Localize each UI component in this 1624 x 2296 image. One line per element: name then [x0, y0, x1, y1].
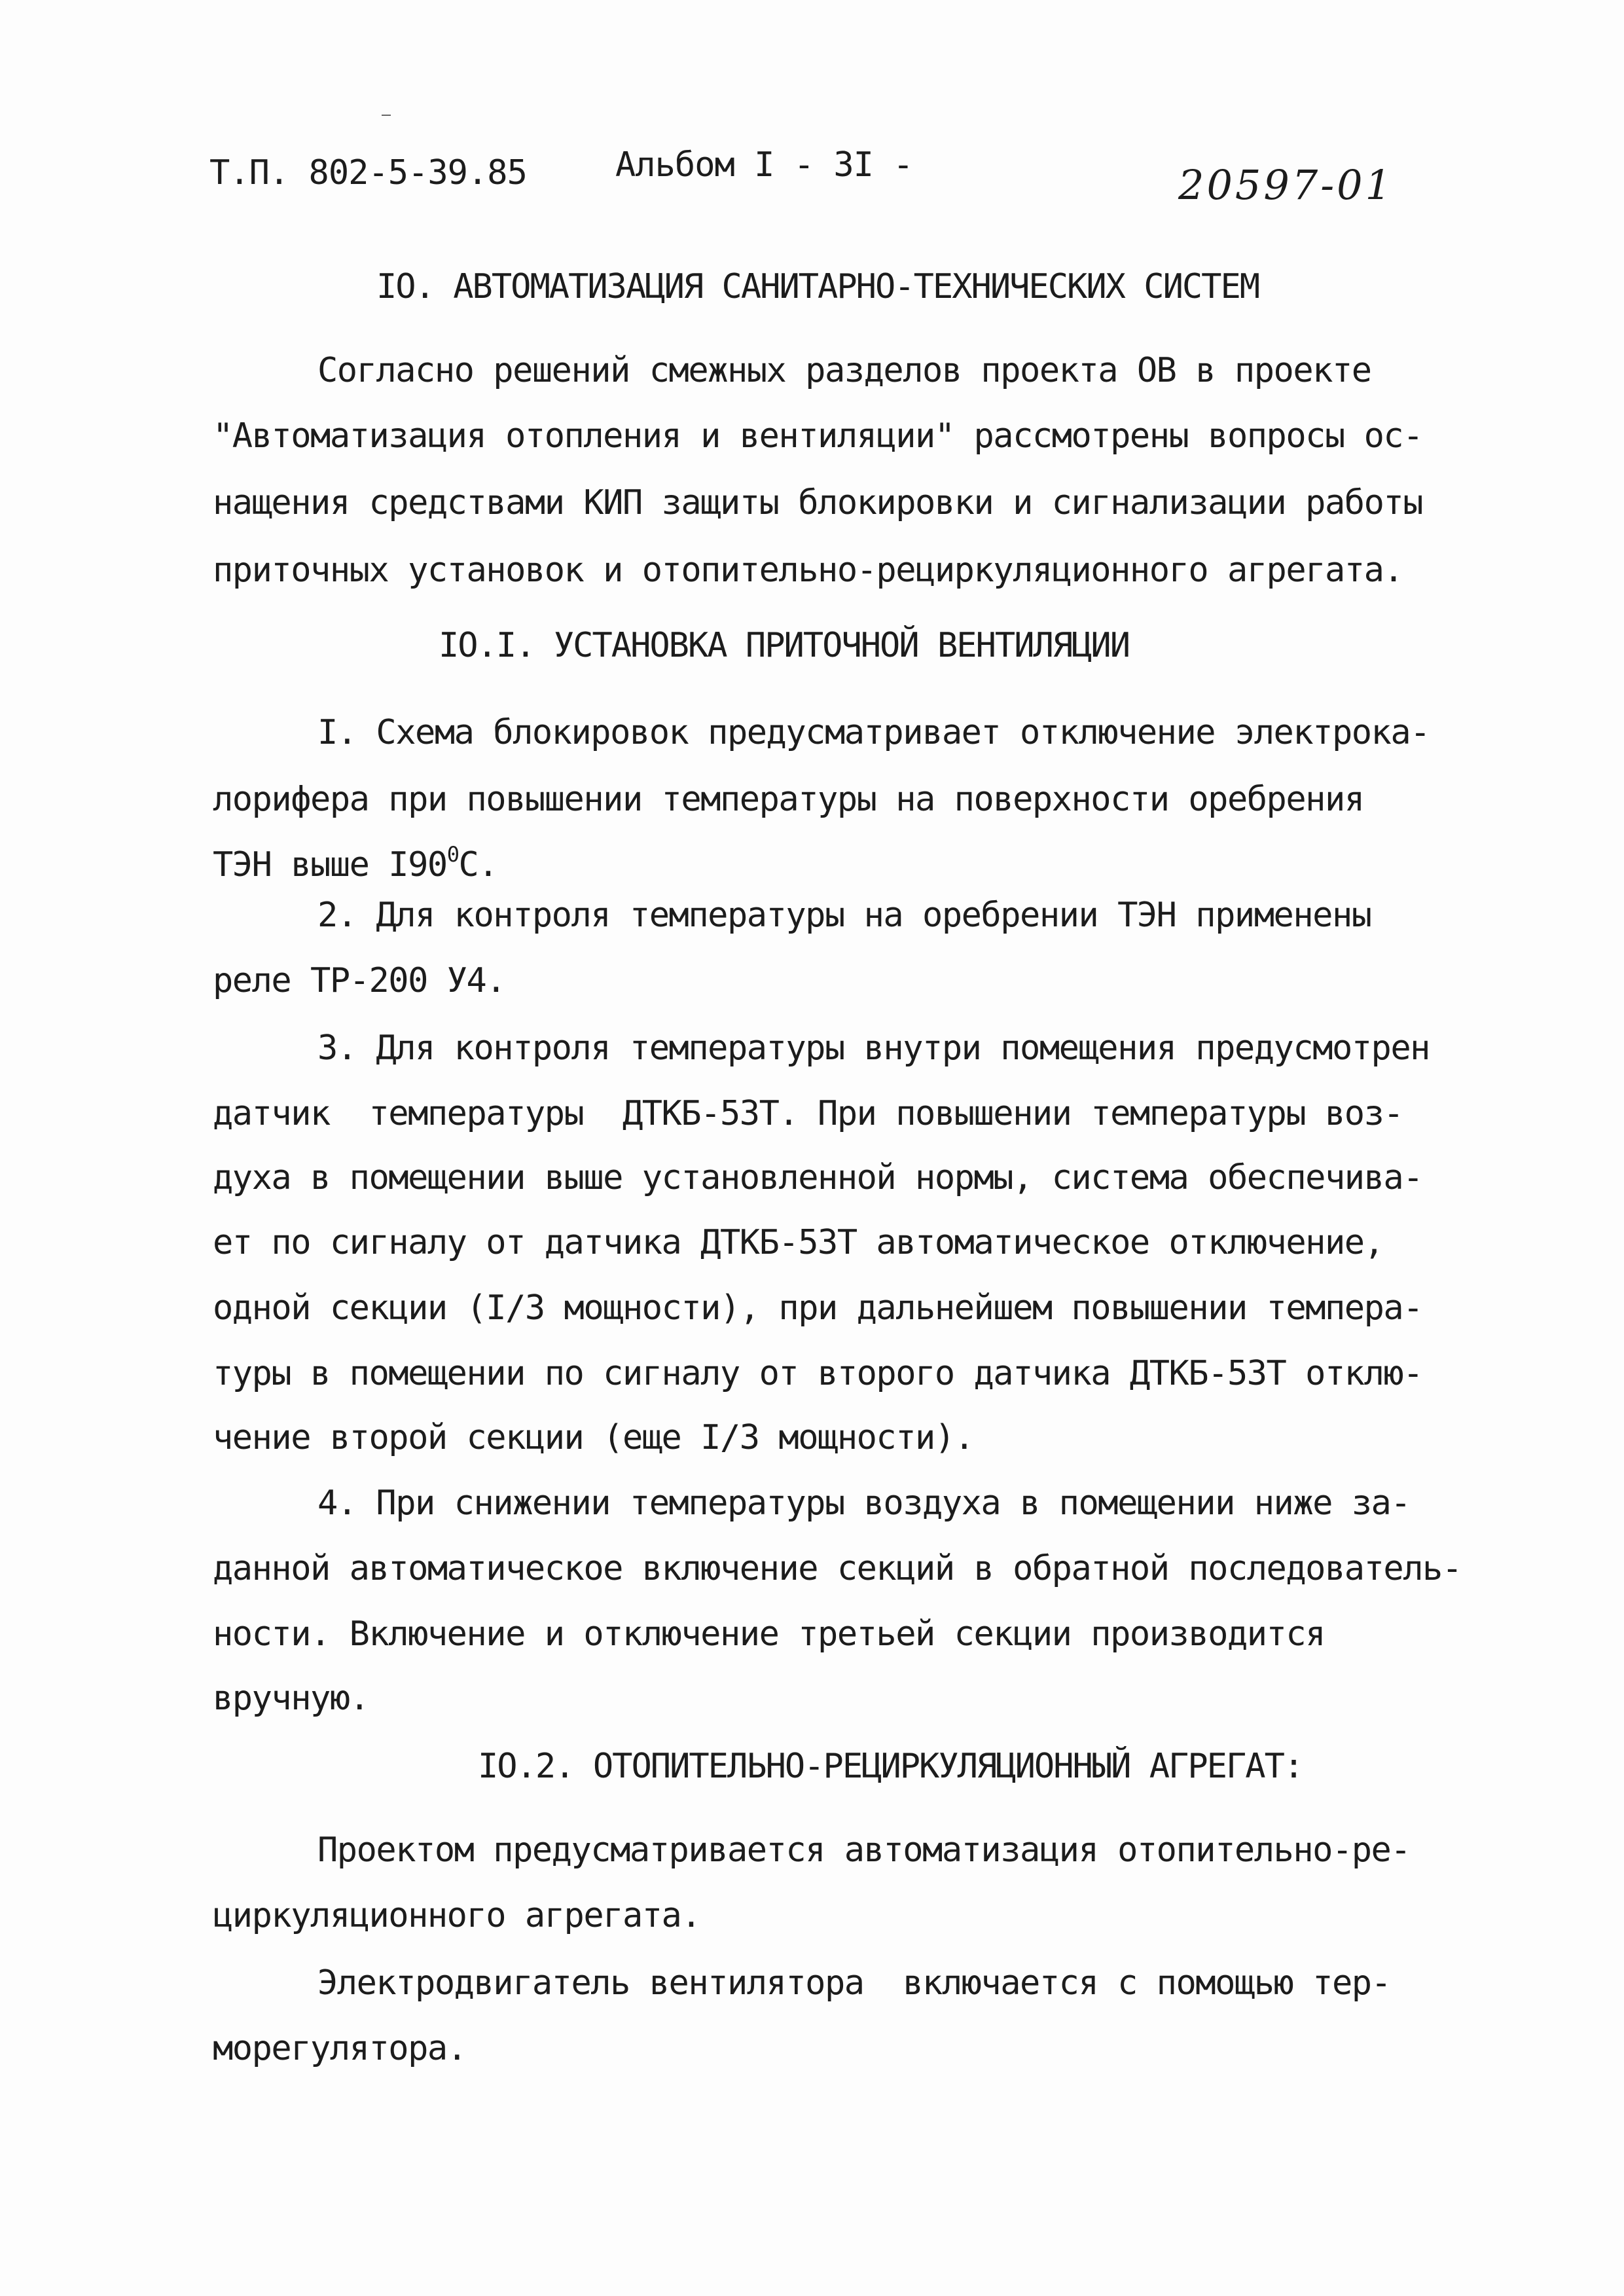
text-run: С. — [458, 845, 498, 884]
paragraph-line: вручную. — [213, 1679, 369, 1718]
intro-line: нащения средствами КИП защиты блокировки и сигнализации работы — [213, 483, 1423, 522]
paragraph-line: 3. Для контроля температуры внутри помещения предусмотрен — [317, 1029, 1430, 1068]
paragraph-line: Проектом предусматривается автоматизация отопительно-ре- — [317, 1831, 1411, 1870]
page-header — [209, 145, 1453, 209]
paragraph-line: духа в помещении выше установленной нормы, система обеспечива- — [213, 1158, 1423, 1197]
paragraph-line: 2. Для контроля температуры на оребрении ТЭН применены — [317, 896, 1371, 935]
paragraph-line: ет по сигналу от датчика ДТКБ-53Т автоматическое отключение, — [213, 1223, 1384, 1262]
document-reference: Т.П. 802-5-39.85 — [209, 153, 527, 192]
text-run: ТЭН выше I90 — [213, 845, 447, 884]
paragraph-line: I. Схема блокировок предусматривает отключение электрока- — [317, 713, 1430, 752]
paragraph-line: чение второй секции (еще I/3 мощности). — [213, 1418, 974, 1457]
scan-mark — [382, 115, 391, 116]
paragraph-line: лорифера при повышении температуры на поверхности оребрения — [213, 780, 1364, 819]
paragraph-line: датчик температуры ДТКБ-53Т. При повышении температуры воз- — [213, 1094, 1403, 1133]
paragraph-line: реле ТР-200 У4. — [213, 961, 506, 1000]
intro-line: Согласно решений смежных разделов проекта ОВ в проекте — [317, 351, 1371, 390]
paragraph-line: морегулятора. — [213, 2029, 467, 2068]
paragraph-line — [213, 842, 498, 884]
paragraph-line: данной автоматическое включение секций в обратной последователь- — [213, 1549, 1462, 1588]
section-title: IO. АВТОМАТИЗАЦИЯ САНИТАРНО-ТЕХНИЧЕСКИХ СИСТЕМ — [376, 267, 1259, 306]
intro-line: приточных установок и отопительно-рециркуляционного агрегата. — [213, 551, 1403, 590]
intro-line: "Автоматизация отопления и вентиляции" рассмотрены вопросы ос- — [213, 416, 1423, 456]
paragraph-line: одной секции (I/3 мощности), при дальнейшем повышении темпера- — [213, 1288, 1423, 1328]
handwritten-inventory-number: 20597-01 — [1178, 161, 1394, 209]
paragraph-line: циркуляционного агрегата. — [213, 1896, 701, 1935]
paragraph-line: 4. При снижении температуры воздуха в помещении ниже за- — [317, 1484, 1411, 1523]
subsection-title: IO.I. УСТАНОВКА ПРИТОЧНОЙ ВЕНТИЛЯЦИИ — [439, 626, 1130, 665]
paragraph-line: туры в помещении по сигналу от второго датчика ДТКБ-53Т отклю- — [213, 1354, 1423, 1393]
paragraph-line: Электродвигатель вентилятора включается с помощью тер- — [317, 1963, 1391, 2003]
degree-superscript: 0 — [446, 842, 459, 867]
album-page-number: Альбом I - 3I - — [615, 145, 913, 185]
subsection-title: IO.2. ОТОПИТЕЛЬНО-РЕЦИРКУЛЯЦИОННЫЙ АГРЕГАТ: — [478, 1747, 1303, 1786]
paragraph-line: ности. Включение и отключение третьей секции производится — [213, 1614, 1325, 1654]
